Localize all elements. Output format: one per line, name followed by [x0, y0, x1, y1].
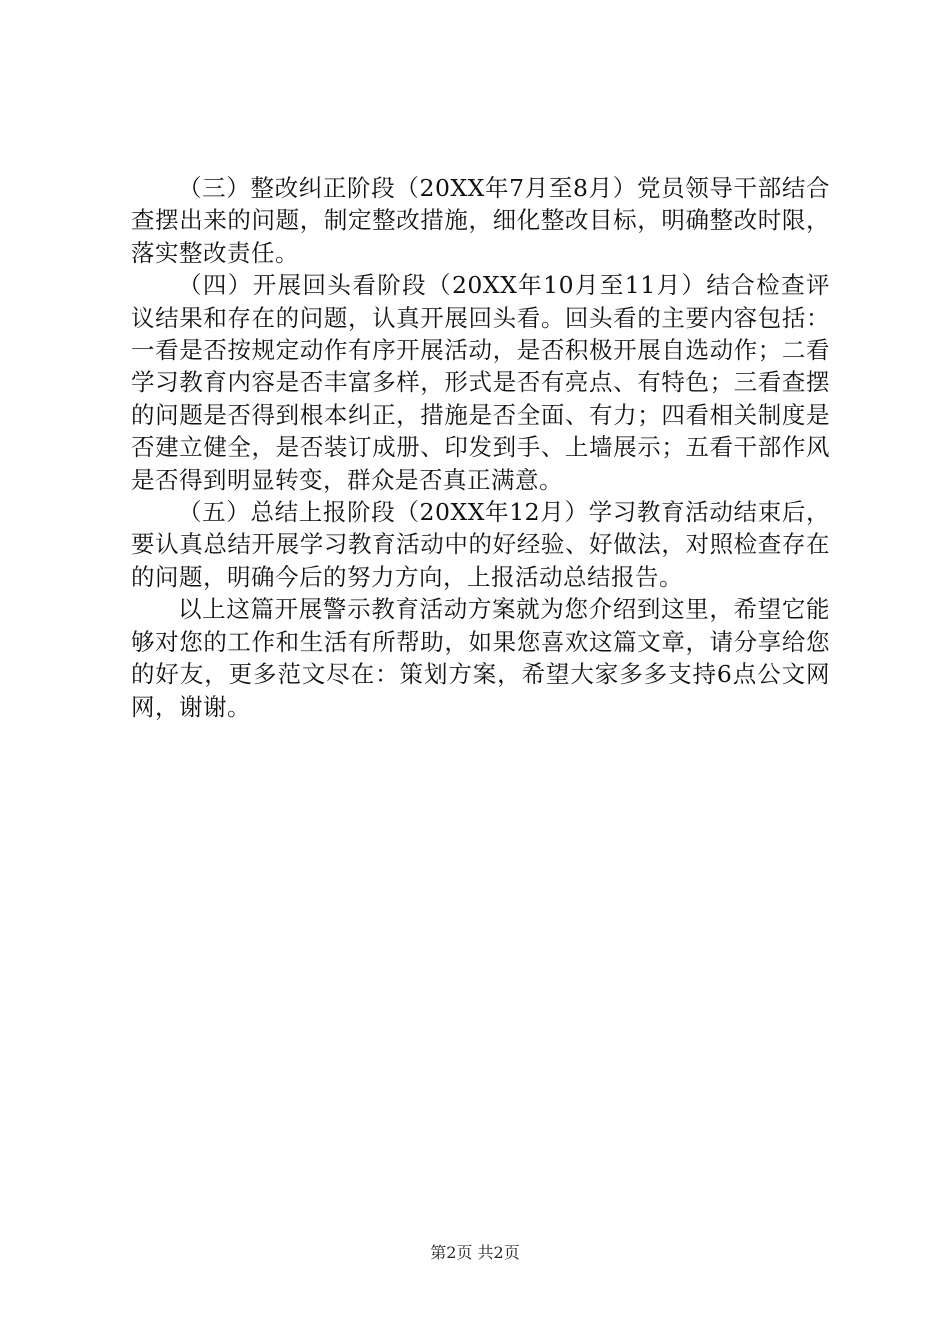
- paragraph-rectification-stage: （三）整改纠正阶段（20XX年7月至8月）党员领导干部结合查摆出来的问题，制定整改措施，细化整改目标，明确整改时限，落实整改责任。: [131, 174, 830, 267]
- paragraph-summary-stage: （五）总结上报阶段（20XX年12月）学习教育活动结束后，要认真总结开展学习教育活动中的好经验、好做法，对照检查存在的问题，明确今后的努力方向，上报活动总结报告。: [131, 498, 830, 591]
- page-number-footer: 第2页 共2页: [430, 1243, 520, 1262]
- document-body: [131, 172, 830, 723]
- paragraph-closing-note: 以上这篇开展警示教育活动方案就为您介绍到这里，希望它能够对您的工作和生活有所帮助，如果您喜欢这篇文章，请分享给您的好友，更多范文尽在：策划方案，希望大家多多支持6点公文网网，谢谢。: [131, 595, 830, 721]
- paragraph-review-stage: （四）开展回头看阶段（20XX年10月至11月）结合检查评议结果和存在的问题，认真开展回头看。回头看的主要内容包括：一看是否按规定动作有序开展活动，是否积极开展自选动作；二看学习教育内容是否丰富多样，形式是否有亮点、有特色；三看查摆的问题是否得到根本纠正，措施是否全面、有力；四看相关制度是否建立健全，是否装订成册、印发到手、上墙展示；五看干部作风是否得到明显转变，群众是否真正满意。: [131, 271, 830, 494]
